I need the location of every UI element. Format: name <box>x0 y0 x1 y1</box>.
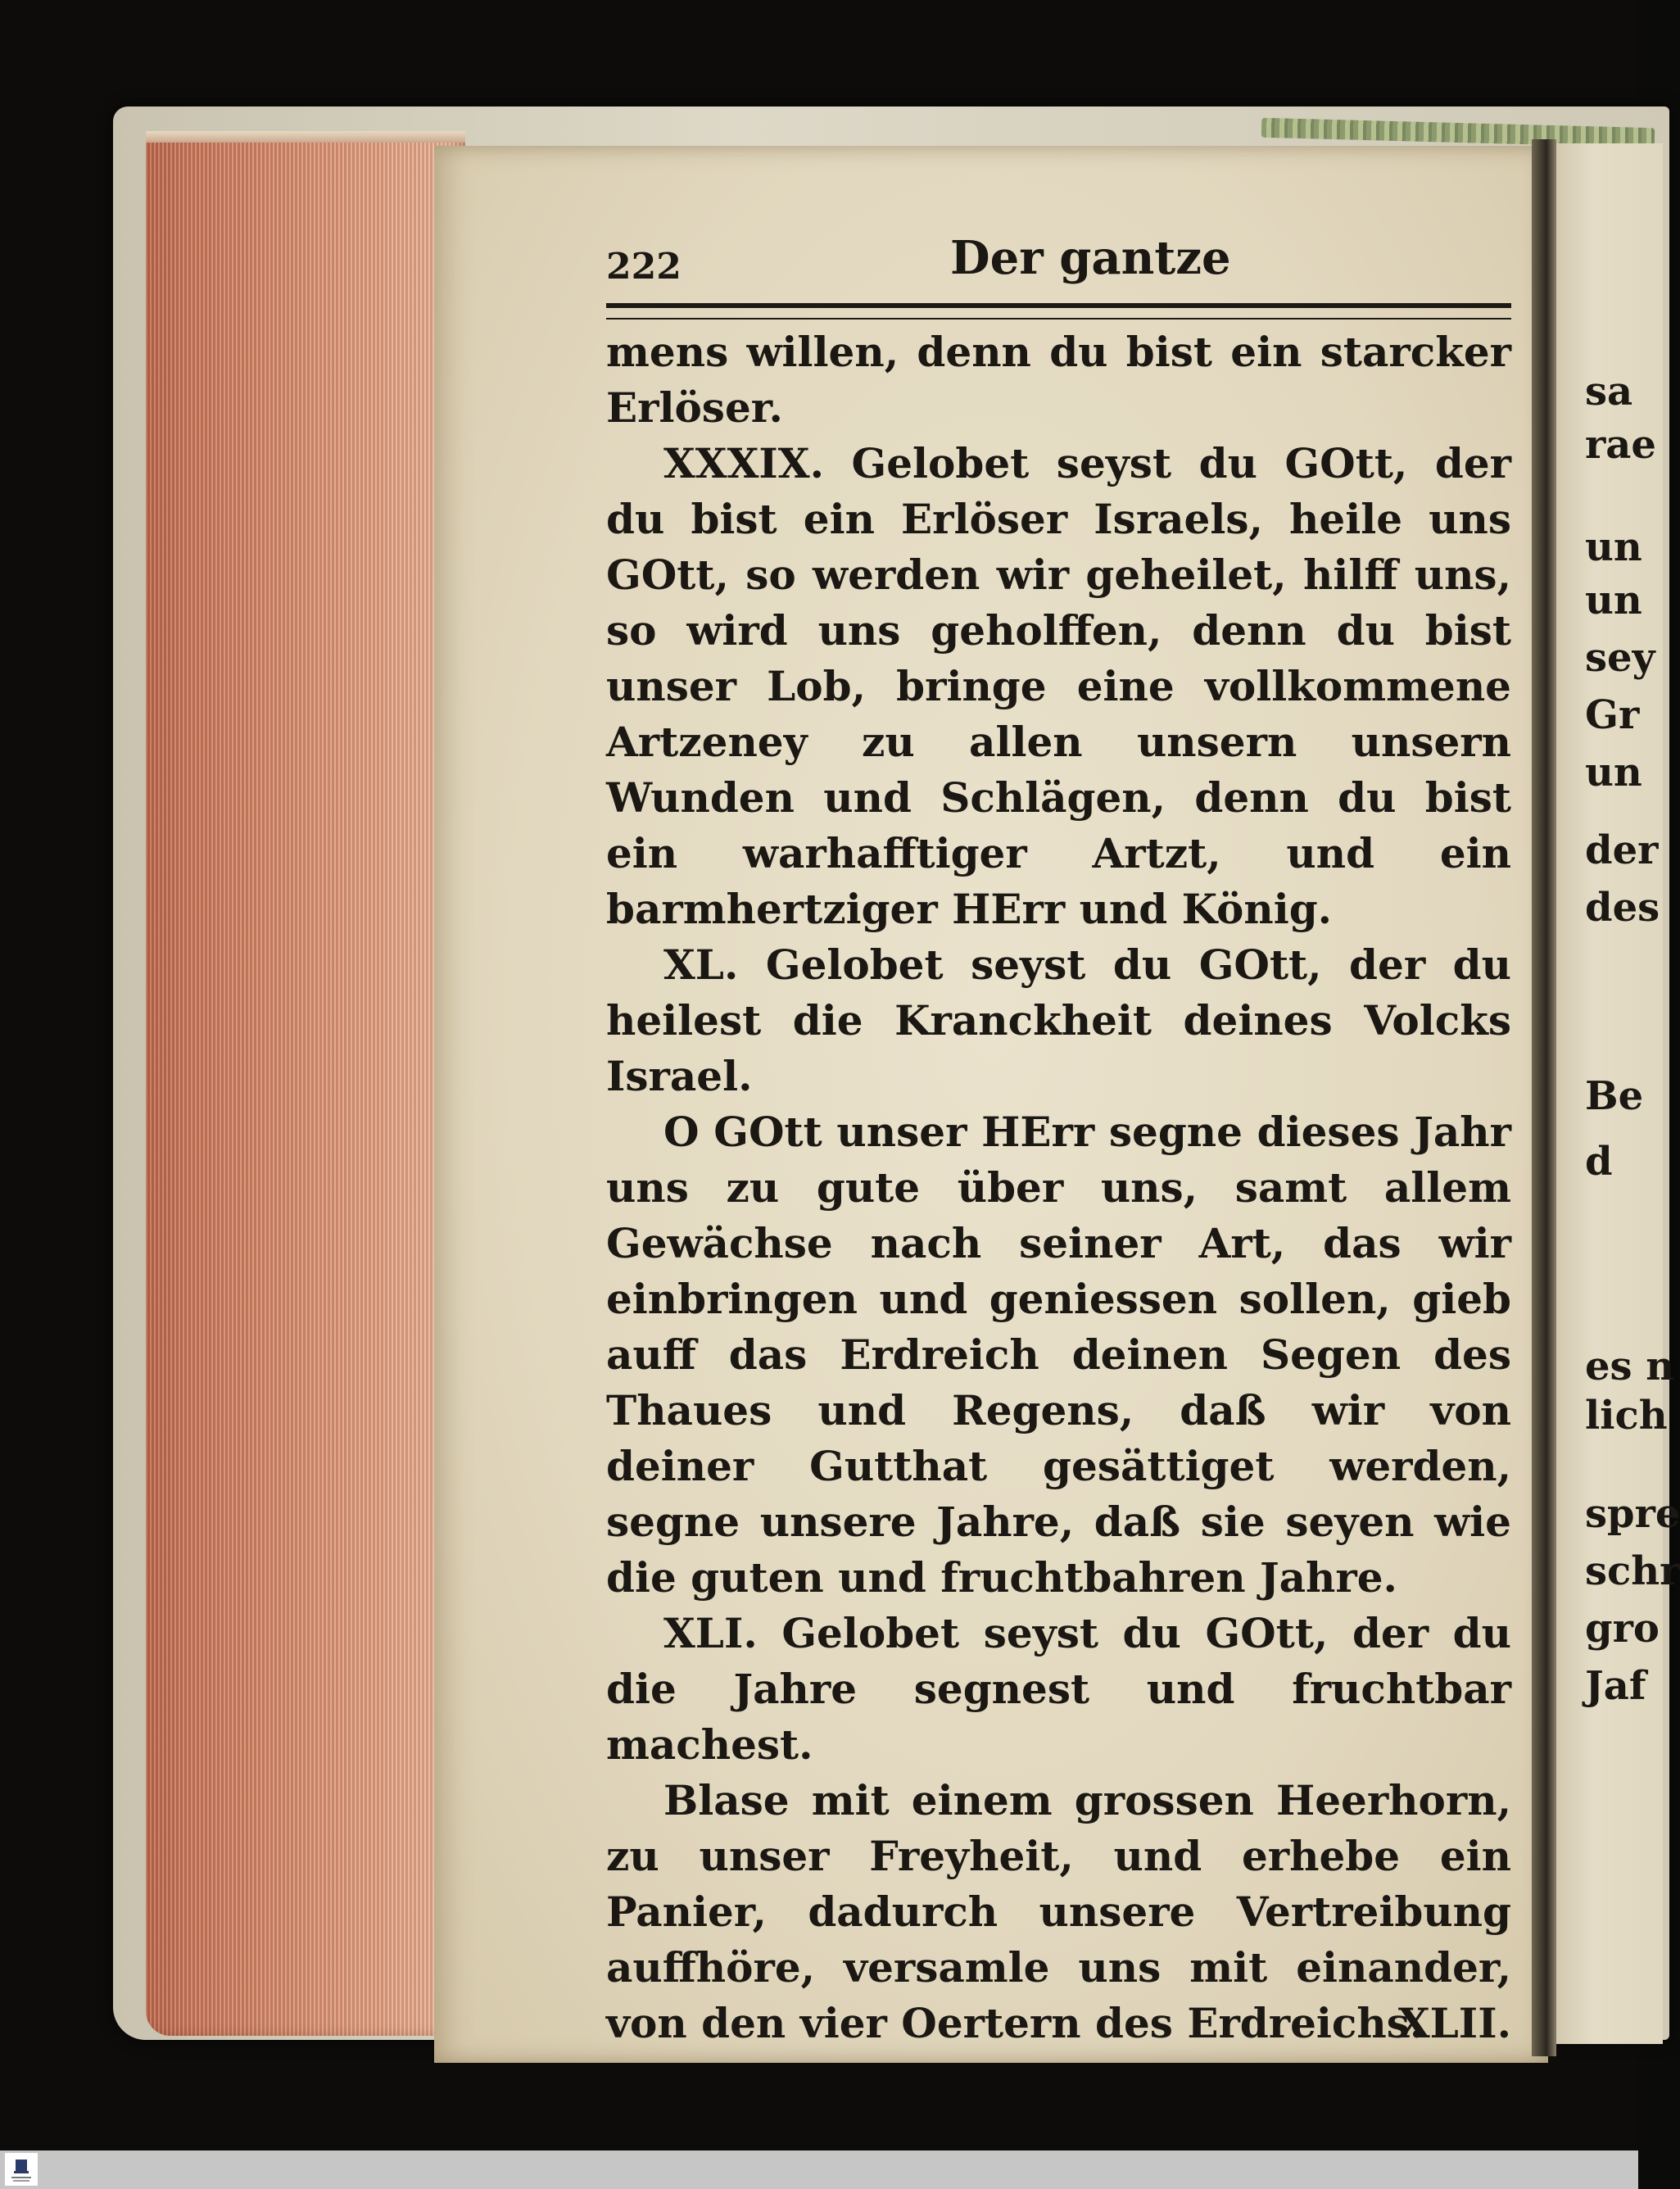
facing-page-fragment: es n <box>1585 1344 1675 1389</box>
facing-page-fragment: un <box>1585 524 1642 570</box>
facing-page-fragment: Gr <box>1585 692 1640 738</box>
page-number: 222 <box>606 246 682 288</box>
body-text <box>606 324 1511 2051</box>
facing-page-fragment: schr <box>1585 1548 1680 1594</box>
paragraph: XXXIX. Gelobet seyst du GOtt, der du bist ein Erlöser Israels, heile uns GOtt, so werden wir geheilet, hilff uns, so wird uns geholffen, denn du bist unser Lob, bringe eine vollkommene Artzeney zu allen unsern unsern Wunden und Schlägen, denn du bist ein warhafftiger Artzt, und ein barmhertziger HErr und König. <box>606 439 1511 933</box>
facing-page-fragment: sa <box>1585 369 1633 415</box>
paragraph: O GOtt unser HErr segne dieses Jahr uns zu gute über uns, samt allem Gewächse nach seiner Art, das wir einbringen und geniessen sollen, gieb auff das Erdreich deinen Segen des Thaues und Regens, daß wir von deiner Gutthat gesättiget werden, segne unsere Jahre, daß sie seyen wie die guten und fruchtbahren Jahre. <box>606 1108 1511 1602</box>
facing-page-fragment: Jaf <box>1585 1663 1646 1709</box>
facing-page-fragment: des <box>1585 885 1660 931</box>
library-logo-icon <box>5 2153 38 2186</box>
paragraph: mens willen, denn du bist ein starcker Erlöser. <box>606 328 1511 432</box>
paragraph: XLI. Gelobet seyst du GOtt, der du die Jahre segnest und fruchtbar machest. <box>606 1609 1511 1769</box>
header-rule <box>606 303 1511 320</box>
facing-page-fragment: un <box>1585 750 1642 795</box>
page-header <box>606 229 1511 297</box>
paragraph: Blase mit einem grossen Heerhorn, zu unser Freyheit, und erhebe ein Panier, dadurch unsere Vertreibung auffhöre, versamle uns mit einander, von den vier Oertern des Erdreichs. <box>606 1776 1511 2047</box>
gutter <box>1532 139 1556 2056</box>
facing-page-fragment: der <box>1585 827 1659 873</box>
viewer-footer-bar <box>0 2150 1638 2189</box>
running-head: Der gantze <box>950 231 1231 285</box>
facing-page-fragment: Be <box>1585 1073 1644 1119</box>
catchword: XLII. <box>1397 1999 1511 2047</box>
page-edges <box>146 131 465 2036</box>
facing-page-fragment: d <box>1585 1139 1613 1185</box>
facing-page-fragment: un <box>1585 578 1642 623</box>
facing-page-fragment: lich <box>1585 1393 1668 1439</box>
page-text <box>606 229 1511 2051</box>
paragraph: XL. Gelobet seyst du GOtt, der du heilest die Kranckheit deines Volcks Israel. <box>606 940 1511 1100</box>
facing-page-fragment: spre <box>1585 1491 1680 1537</box>
facing-page-fragment: sey <box>1585 635 1655 681</box>
facing-page-fragment: gro <box>1585 1606 1660 1652</box>
facing-page-fragment: rae <box>1585 422 1656 468</box>
